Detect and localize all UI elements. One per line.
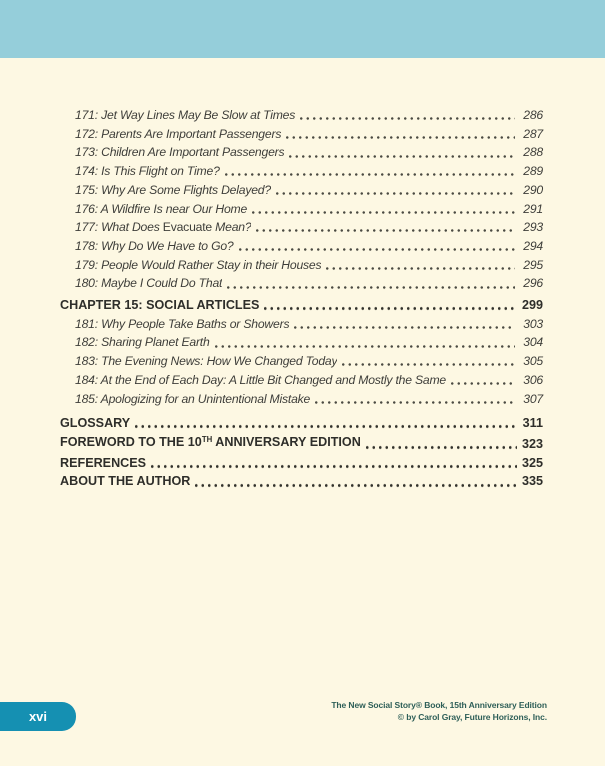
toc-entry-title: 184: At the End of Each Day: A Little Bit Changed and Mostly the Same: [75, 372, 447, 387]
toc-row: [60, 315, 543, 334]
toc-row: [60, 200, 543, 219]
toc-page-number: 299: [521, 298, 543, 313]
toc-leader-dots: [284, 125, 515, 144]
toc-row: [60, 433, 543, 454]
toc-page-number: 296: [523, 276, 543, 291]
toc-row: [60, 181, 543, 200]
toc-entry-title: 171: Jet Way Lines May Be Slow at Times: [75, 108, 296, 122]
toc-entry-title: 173: Children Are Important Passengers: [75, 145, 285, 160]
toc-leader-dots: [254, 218, 515, 237]
toc-entry-title: 174: Is This Flight on Time?: [75, 164, 220, 179]
toc-leader-dots: [298, 106, 515, 125]
toc-row: [60, 352, 543, 371]
toc-leader-dots: [237, 237, 515, 256]
toc-leader-dots: [213, 333, 515, 352]
toc-leader-dots: [223, 162, 515, 181]
toc-page-number: 287: [523, 126, 543, 141]
toc-entry-title: 183: The Evening News: How We Changed Today: [75, 354, 338, 369]
toc-entry-title: 172: Parents Are Important Passengers: [75, 126, 282, 141]
toc-entry-title: 178: Why Do We Have to Go?: [75, 238, 234, 253]
toc-page-number: 286: [523, 108, 543, 122]
copyright-line: © by Carol Gray, Future Horizons, Inc.: [397, 711, 547, 722]
toc-page-number: 295: [523, 257, 543, 272]
toc-leader-dots: [449, 371, 515, 390]
toc-row: [60, 472, 543, 491]
toc-row: [60, 371, 543, 390]
toc-entry-title: ABOUT THE AUTHOR: [60, 474, 191, 489]
toc-row: [60, 454, 543, 473]
toc-page-number: 304: [523, 335, 543, 350]
toc-leader-dots: [287, 143, 515, 162]
toc-row: [60, 162, 543, 181]
toc-page-number: 311: [522, 416, 543, 431]
toc-page-number: 290: [523, 182, 543, 197]
toc-leader-dots: [250, 200, 515, 219]
toc-page-number: 323: [521, 436, 543, 451]
toc-entry-title: 175: Why Are Some Flights Delayed?: [75, 182, 271, 197]
book-credits: [331, 700, 547, 723]
toc-entry-title: 177: What Does Evacuate Mean?: [75, 220, 252, 235]
toc-row: [60, 125, 543, 144]
toc-entry-title: REFERENCES: [60, 455, 147, 470]
toc-row: [60, 106, 543, 125]
toc-entry-title: 180: Maybe I Could Do That: [75, 276, 223, 291]
toc-leader-dots: [193, 472, 517, 491]
toc-row: [60, 333, 543, 352]
toc-leader-dots: [133, 414, 517, 433]
toc-page-number: 307: [523, 391, 543, 406]
toc-row: [60, 414, 543, 433]
toc-row: [60, 218, 543, 237]
book-title-line: The New Social Story® Book, 15th Anniversary Edition: [331, 700, 547, 710]
toc-leader-dots: [364, 433, 517, 454]
toc-row: [60, 143, 543, 162]
toc-list: [60, 106, 543, 491]
toc-page-number: 303: [523, 316, 543, 331]
page-number-label: xvi: [28, 709, 48, 724]
toc-page-number: 294: [523, 238, 543, 253]
toc-page-number: 291: [523, 201, 543, 216]
toc-page-number: 306: [523, 372, 543, 387]
toc-row: [60, 390, 543, 409]
toc-leader-dots: [274, 181, 515, 200]
toc-row: [60, 274, 543, 293]
toc-page-number: 289: [523, 164, 543, 179]
top-banner: [0, 0, 605, 58]
toc-entry-title: 185: Apologizing for an Unintentional Mistake: [75, 391, 311, 406]
toc-entry-title: CHAPTER 15: SOCIAL ARTICLES: [60, 298, 260, 313]
toc-row: [60, 237, 543, 256]
toc-page-number: 293: [523, 220, 543, 235]
toc-leader-dots: [340, 352, 515, 371]
page-number-tab: [0, 702, 76, 731]
toc-entry-title: FOREWORD TO THE 10TH ANNIVERSARY EDITION: [60, 434, 361, 449]
toc-page-number: 335: [521, 474, 543, 489]
toc-row: [60, 296, 543, 315]
toc-page-number: 325: [521, 455, 543, 470]
toc-leader-dots: [149, 454, 517, 473]
toc-entry-title: 181: Why People Take Baths or Showers: [75, 316, 290, 331]
toc-entry-title: 182: Sharing Planet Earth: [75, 335, 210, 350]
toc-leader-dots: [262, 296, 517, 315]
toc-entry-title: GLOSSARY: [60, 416, 131, 431]
toc-leader-dots: [225, 274, 515, 293]
toc-page-number: 288: [523, 145, 543, 160]
toc-leader-dots: [313, 390, 515, 409]
toc-page-number: 305: [523, 354, 543, 369]
toc-entry-title: 179: People Would Rather Stay in their Houses: [75, 257, 322, 272]
toc-leader-dots: [292, 315, 515, 334]
toc-leader-dots: [324, 256, 515, 275]
toc-entry-title: 176: A Wildfire Is near Our Home: [75, 201, 248, 216]
toc-row: [60, 256, 543, 275]
